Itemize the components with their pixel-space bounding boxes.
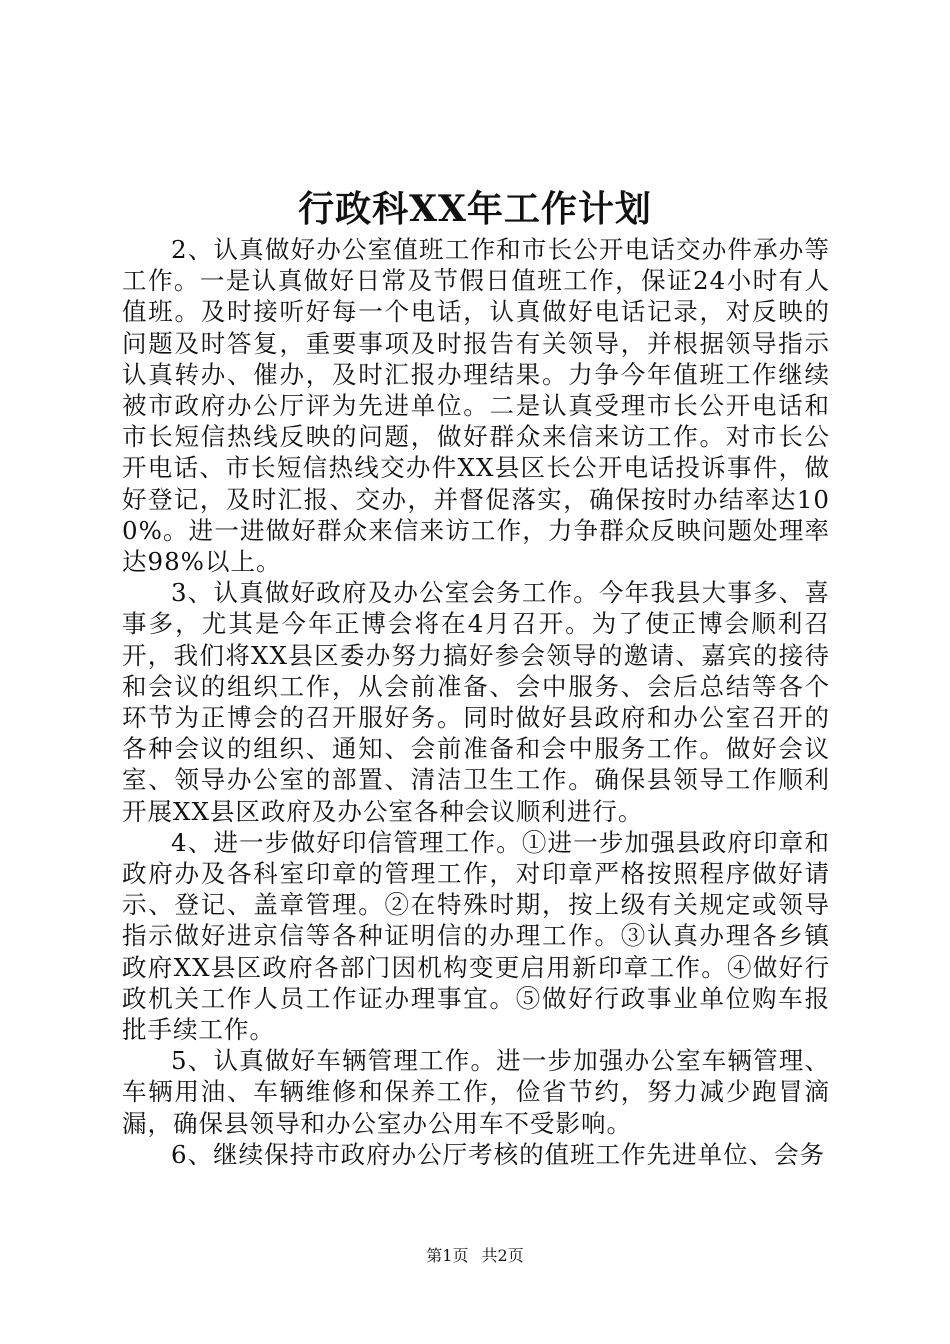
document-title: 行政科XX年工作计划 (298, 188, 652, 230)
paragraph-3: 3、认真做好政府及办公室会务工作。今年我县大事多、喜事多，尤其是今年正博会将在4月召开。为了使正博会顺利召开，我们将XX县区委办努力搞好参会领导的邀请、嘉宾的接待和会议的组织工作，从会前准备、会中服务、会后总结等各个环节为正博会的召开服好务。同时做好县政府和办公室召开的各种会议的组织、通知、会前准备和会中服务工作。做好会议室、领导办公室的部置、清洁卫生工作。确保县领导工作顺利开展XX县区政府及办公室各种会议顺利进行。 (122, 578, 830, 826)
page-number: 第1页 (426, 1246, 469, 1265)
paragraph-2: 2、认真做好办公室值班工作和市长公开电话交办件承办等工作。一是认真做好日常及节假日值班工作，保证24小时有人值班。及时接听好每一个电话，认真做好电话记录，对反映的问题及时答复，重要事项及时报告有关领导，并根据领导指示认真转办、催办，及时汇报办理结果。力争今年值班工作继续被市政府办公厅评为先进单位。二是认真受理市长公开电话和市长短信热线反映的问题，做好群众来信来访工作。对市长公开电话、市长短信热线交办件XX县区长公开电话投诉事件，做好登记，及时汇报、交办，并督促落实，确保按时办结率达100%。进一进做好群众来信来访工作，力争群众反映问题处理率达98%以上。 (122, 235, 830, 577)
page-footer (0, 1244, 950, 1268)
page-total: 共2页 (481, 1246, 524, 1265)
document-body (122, 234, 830, 1170)
paragraph-6: 6、继续保持市政府办公厅考核的值班工作先进单位、会务 (171, 1139, 826, 1169)
paragraph-5: 5、认真做好车辆管理工作。进一步加强办公室车辆管理、车辆用油、车辆维修和保养工作，俭省节约，努力减少跑冒滴漏，确保县领导和办公室办公用车不受影响。 (122, 1046, 830, 1138)
paragraph-4: 4、进一步做好印信管理工作。①进一步加强县政府印章和政府办及各科室印章的管理工作，对印章严格按照程序做好请示、登记、盖章管理。②在特殊时期，按上级有关规定或领导指示做好进京信等各种证明信的办理工作。③认真办理各乡镇政府XX县区政府各部门因机构变更启用新印章工作。④做好行政机关工作人员工作证办理事宜。⑤做好行政事业单位购车报批手续工作。 (122, 827, 830, 1045)
